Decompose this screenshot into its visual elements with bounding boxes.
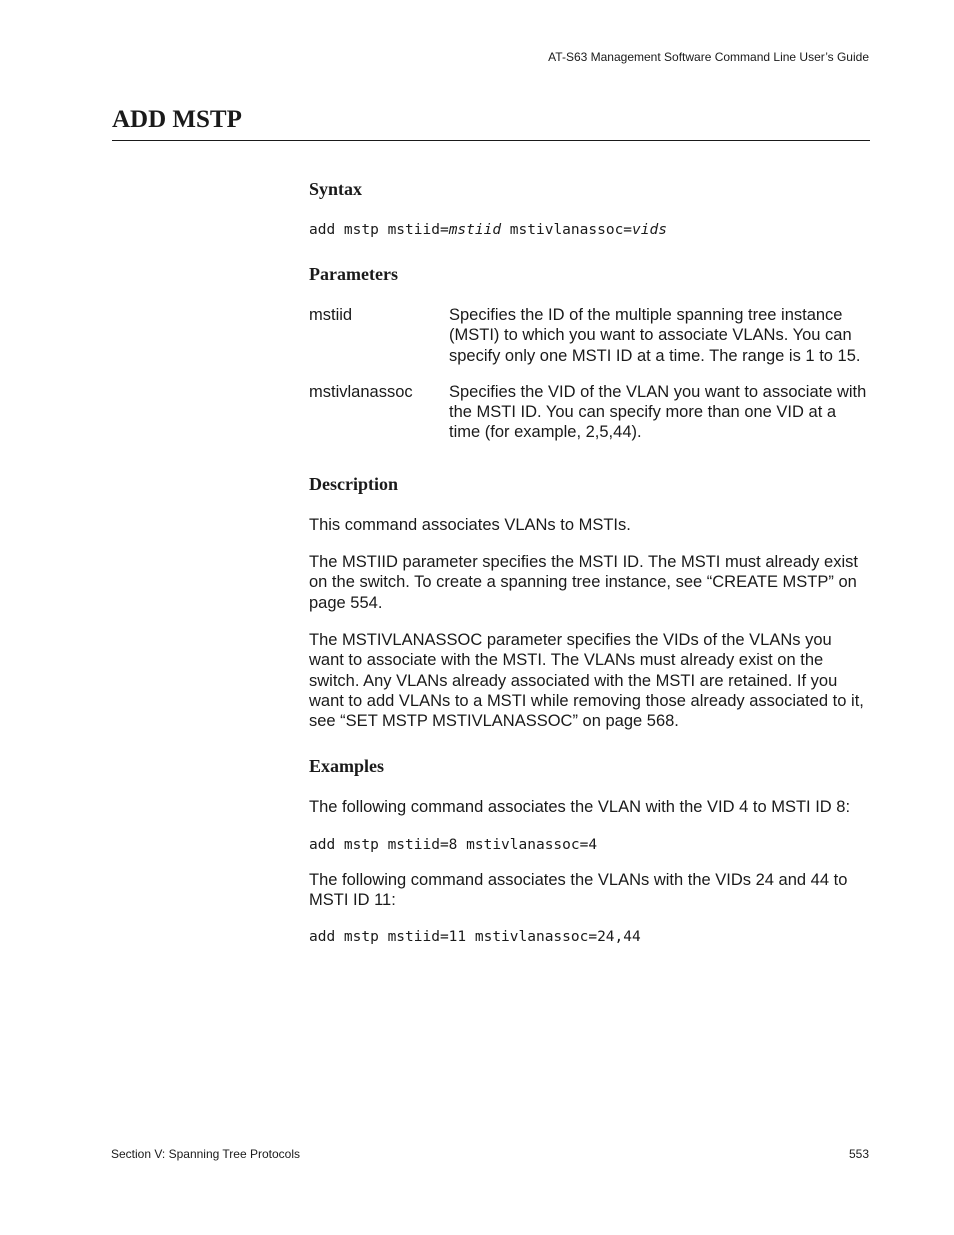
syntax-mid: mstivlanassoc= — [501, 222, 633, 238]
footer-section: Section V: Spanning Tree Protocols — [111, 1147, 300, 1161]
description-paragraph: The MSTIVLANASSOC parameter specifies the VIDs of the VLANs you want to associate with the MSTI. The VLANs must already exist on the switch. Any VLANs already associated with the MSTI are retained. If you want to add VLANs to a MSTI while removing those already associated to it, see “SET MSTP MSTIVLANASSOC” on page 568. — [309, 630, 864, 731]
param-row — [309, 305, 871, 366]
example-code: add mstp mstiid=11 mstivlanassoc=24,44 — [309, 929, 641, 946]
description-heading: Description — [309, 473, 398, 494]
description-paragraph: The MSTIID parameter specifies the MSTI ID. The MSTI must already exist on the switch. To create a spanning tree instance, see “CREATE MSTP” on page 554. — [309, 553, 858, 612]
example-code: add mstp mstiid=8 mstivlanassoc=4 — [309, 836, 598, 853]
parameters-heading: Parameters — [309, 264, 398, 284]
running-header: AT-S63 Management Software Command Line User’s Guide — [548, 50, 869, 64]
param-desc: Specifies the ID of the multiple spanning tree instance (MSTI) to which you want to associate VLANs. You can specify only one MSTI ID at a time. The range is 1 to 15. — [449, 306, 861, 365]
syntax-arg-vids: vids — [632, 222, 667, 238]
examples-heading: Examples — [309, 756, 385, 777]
page-title: ADD MSTP — [112, 106, 242, 133]
syntax-heading: Syntax — [309, 179, 363, 199]
footer-page-number: 553 — [848, 1147, 869, 1161]
param-name: mstiid — [309, 306, 353, 324]
content — [309, 176, 871, 968]
syntax-arg-mstiid: mstiid — [448, 222, 502, 238]
syntax-command — [309, 220, 871, 240]
title-rule — [112, 140, 870, 141]
param-name: mstivlanassoc — [309, 382, 413, 401]
param-desc: Specifies the VID of the VLAN you want to associate with the MSTI ID. You can specify more than one VID at a time (for example, 2,5,44). — [449, 382, 867, 442]
syntax-prefix: add mstp mstiid= — [309, 222, 449, 238]
example-text: The following command associates the VLANs with the VIDs 24 and 44 to MSTI ID 11: — [309, 870, 848, 910]
param-row — [309, 382, 871, 443]
example-text: The following command associates the VLAN with the VID 4 to MSTI ID 8: — [309, 798, 851, 817]
description-paragraph: This command associates VLANs to MSTIs. — [309, 515, 631, 534]
